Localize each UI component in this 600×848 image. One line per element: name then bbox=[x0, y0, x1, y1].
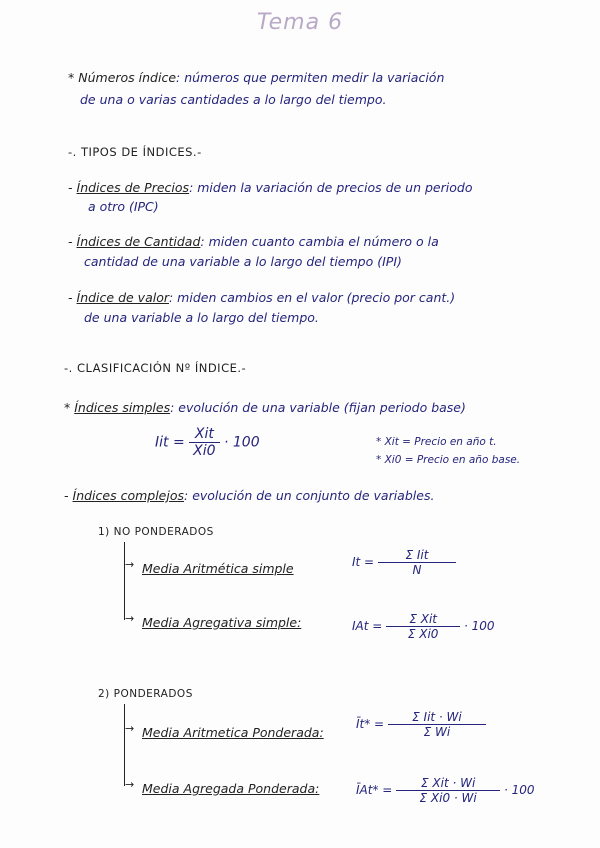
intro-line-1 bbox=[68, 70, 444, 85]
formula-np-aritmetica-lhs: It = bbox=[352, 555, 375, 569]
precios-desc-1: : miden la variación de precios de un periodo bbox=[189, 180, 473, 195]
tipos-heading: -. TIPOS DE ÍNDICES.- bbox=[68, 145, 202, 159]
formula-p-agregada-den: Σ Xi0 · Wi bbox=[419, 791, 477, 805]
cantidad-term: Índices de Cantidad bbox=[76, 234, 201, 249]
arrow-icon: → bbox=[125, 558, 135, 571]
precios-term: Índices de Precios bbox=[76, 180, 190, 195]
complejos-term: Índices complejos bbox=[72, 488, 185, 503]
tree-line-1 bbox=[124, 542, 125, 620]
cantidad-desc-1: : miden cuanto cambia el número o la bbox=[200, 234, 439, 249]
simples-line: * Índices simples: evolución de una variable (fijan periodo base) bbox=[64, 400, 466, 415]
np-agregativa-label bbox=[142, 615, 301, 630]
note-1: * Xit = Precio en año t. bbox=[376, 436, 497, 448]
formula-p-agregada-fraction bbox=[396, 776, 500, 805]
p-aritmetica-text: Media Aritmetica Ponderada: bbox=[142, 725, 324, 740]
formula-p-aritmetica-lhs: Īt* = bbox=[356, 717, 385, 731]
note-2: * Xi0 = Precio en año base. bbox=[376, 454, 521, 466]
formula-np-aritmetica bbox=[352, 548, 456, 577]
p-agregada-label bbox=[142, 781, 319, 796]
precios-line-2: a otro (IPC) bbox=[88, 199, 159, 214]
formula-p-aritmetica-den: Σ Wi bbox=[423, 725, 451, 739]
formula-p-aritmetica-fraction bbox=[388, 710, 486, 739]
simples-term: Índices simples bbox=[74, 400, 171, 415]
np-aritmetica-text: Media Aritmética simple bbox=[142, 561, 294, 576]
formula-simple bbox=[155, 426, 260, 459]
valor-desc-1: : miden cambios en el valor (precio por cant.) bbox=[168, 290, 456, 305]
arrow-icon: → bbox=[125, 722, 135, 735]
no-ponderados-heading: 1) NO PONDERADOS bbox=[98, 526, 214, 538]
valor-line-1: - Índice de valor: miden cambios en el valor (precio por cant.) bbox=[68, 290, 456, 305]
formula-np-aritmetica-num: Σ Iit bbox=[378, 548, 456, 563]
formula-np-agregativa-den: Σ Xi0 bbox=[407, 627, 439, 641]
cantidad-line-2: cantidad de una variable a lo largo del tiempo (IPI) bbox=[84, 254, 402, 269]
ponderados-heading: 2) PONDERADOS bbox=[98, 688, 193, 700]
np-aritmetica-label bbox=[142, 561, 294, 576]
np-agregativa-text: Media Agregativa simple: bbox=[142, 615, 302, 630]
formula-p-aritmetica bbox=[356, 710, 486, 739]
valor-term: Índice de valor bbox=[76, 290, 169, 305]
clasificacion-heading: -. CLASIFICACIÓN Nº ÍNDICE.- bbox=[64, 361, 247, 375]
complejos-desc: : evolución de un conjunto de variables. bbox=[184, 488, 435, 503]
formula-np-agregativa-num: Σ Xit bbox=[386, 612, 460, 627]
intro-desc-1: : números que permiten medir la variación bbox=[176, 70, 445, 85]
cantidad-line-1: - Índices de Cantidad: miden cuanto cambia el número o la bbox=[68, 234, 439, 249]
arrow-icon: → bbox=[125, 612, 135, 625]
p-agregada-text: Media Agregada Ponderada: bbox=[142, 781, 320, 796]
bullet: * bbox=[68, 70, 75, 85]
formula-np-agregativa-fraction bbox=[386, 612, 460, 641]
formula-np-agregativa-lhs: IAt = bbox=[352, 619, 383, 633]
formula-p-agregada bbox=[356, 776, 535, 805]
formula-np-aritmetica-den: N bbox=[412, 563, 422, 577]
formula-simple-fraction bbox=[189, 426, 219, 459]
formula-p-aritmetica-num: Σ Iit · Wi bbox=[388, 710, 486, 725]
simples-desc: : evolución de una variable (fijan periodo base) bbox=[170, 400, 466, 415]
intro-term: Números índice bbox=[78, 70, 177, 85]
formula-simple-tail: · 100 bbox=[224, 434, 260, 451]
formula-p-agregada-lhs: ĪAt* = bbox=[356, 783, 393, 797]
formula-np-aritmetica-fraction bbox=[378, 548, 456, 577]
p-aritmetica-label bbox=[142, 725, 324, 740]
formula-simple-den: Xi0 bbox=[193, 443, 216, 459]
formula-np-agregativa bbox=[352, 612, 495, 641]
formula-p-agregada-num: Σ Xit · Wi bbox=[396, 776, 500, 791]
formula-simple-lhs: Iit = bbox=[155, 434, 185, 451]
complejos-line: - Índices complejos: evolución de un conjunto de variables. bbox=[64, 488, 435, 503]
precios-line-1: - Índices de Precios: miden la variación de precios de un periodo bbox=[68, 180, 473, 195]
formula-np-agregativa-tail: · 100 bbox=[463, 619, 495, 633]
arrow-icon: → bbox=[125, 778, 135, 791]
formula-p-agregada-tail: · 100 bbox=[503, 783, 535, 797]
formula-simple-num: Xit bbox=[189, 426, 219, 443]
page-title: Tema 6 bbox=[256, 10, 344, 35]
valor-line-2: de una variable a lo largo del tiempo. bbox=[84, 310, 319, 325]
tree-line-2 bbox=[124, 704, 125, 786]
intro-line-2: de una o varias cantidades a lo largo del tiempo. bbox=[80, 92, 387, 107]
